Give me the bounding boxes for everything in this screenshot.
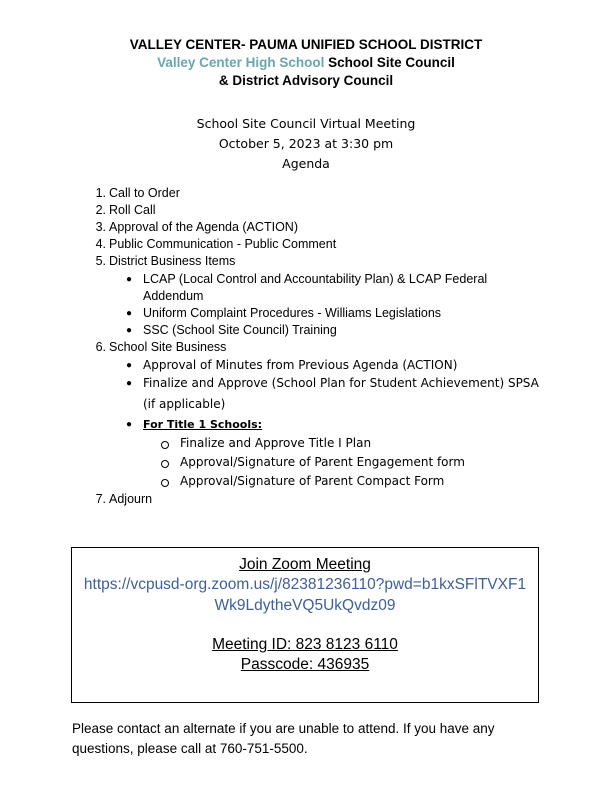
agenda-item-number: 1. (95, 186, 106, 200)
passcode: Passcode: 436935 (240, 656, 370, 673)
bullet-icon: ● (126, 274, 133, 285)
meeting-info (0, 114, 612, 174)
agenda-item-text: Adjourn (109, 492, 153, 506)
zoom-title: Join Zoom Meeting (239, 556, 371, 573)
zoom-link-line1[interactable]: https://vcpusd-org.zoom.us/j/82381236110?pwd=b1kxSFlTVXF1 (83, 576, 527, 593)
agenda-item-text: School Site Business (109, 340, 227, 354)
nested-item-text: Approval/Signature of Parent Compact Form (180, 474, 445, 488)
sub-item-text: Approval of Minutes from Previous Agenda (ACTION) (143, 358, 458, 372)
bullet-icon: ● (126, 419, 133, 430)
school-name: Valley Center High School (157, 55, 325, 70)
contact-note: Please contact an alternate if you are unable to attend. If you have any questions, please call at 760-751-5500. (72, 721, 495, 756)
hollow-bullet-icon (161, 441, 169, 449)
meeting-date: October 5, 2023 at 3:30 pm (218, 136, 394, 151)
agenda-item-number: 7. (95, 492, 106, 506)
council-name: School Site Council (324, 55, 455, 70)
agenda-item-text: District Business Items (109, 254, 236, 268)
agenda-item-text: Public Communication - Public Comment (109, 237, 337, 251)
council-title-line2: & District Advisory Council (218, 73, 394, 88)
zoom-link-line2[interactable]: Wk9LdytheVQ5UkQvdz09 (214, 597, 396, 614)
zoom-link[interactable] (72, 574, 538, 616)
sub-item-text: Finalize and Approve (School Plan for Student Achievement) SPSA (143, 376, 539, 390)
agenda-item-number: 5. (95, 254, 106, 268)
sub-item-text: Uniform Complaint Procedures - Williams Legislations (143, 306, 442, 320)
district-title: VALLEY CENTER- PAUMA UNIFIED SCHOOL DISTRICT (129, 37, 483, 52)
bullet-icon: ● (126, 378, 133, 389)
hollow-bullet-icon (161, 460, 169, 468)
zoom-credentials (72, 635, 538, 675)
council-title-line1 (0, 54, 612, 72)
agenda-item-number: 4. (95, 237, 106, 251)
title1-heading: For Title 1 Schools: (143, 418, 263, 431)
nested-item-text: Approval/Signature of Parent Engagement form (180, 455, 465, 469)
agenda-item-number: 3. (95, 220, 106, 234)
bullet-icon: ● (126, 325, 133, 336)
bullet-icon: ● (126, 308, 133, 319)
agenda-label: Agenda (282, 156, 330, 171)
document-header (0, 36, 612, 90)
meeting-id: Meeting ID: 823 8123 6110 (212, 636, 398, 653)
bullet-icon: ● (126, 360, 133, 371)
agenda-item-text: Approval of the Agenda (ACTION) (109, 220, 298, 234)
sub-item-text: SSC (School Site Council) Training (143, 323, 337, 337)
sub-item-text: Addendum (143, 289, 204, 303)
sub-item-text: (if applicable) (143, 397, 226, 411)
meeting-title: School Site Council Virtual Meeting (196, 116, 416, 131)
nested-item-text: Finalize and Approve Title I Plan (180, 436, 372, 450)
sub-item-text: LCAP (Local Control and Accountability Plan) & LCAP Federal (143, 272, 488, 286)
zoom-info-box (71, 547, 539, 703)
agenda-item-text: Roll Call (109, 203, 156, 217)
hollow-bullet-icon (161, 479, 169, 487)
agenda-item-number: 2. (95, 203, 106, 217)
agenda-item-text: Call to Order (109, 186, 180, 200)
agenda-item-number: 6. (95, 340, 106, 354)
